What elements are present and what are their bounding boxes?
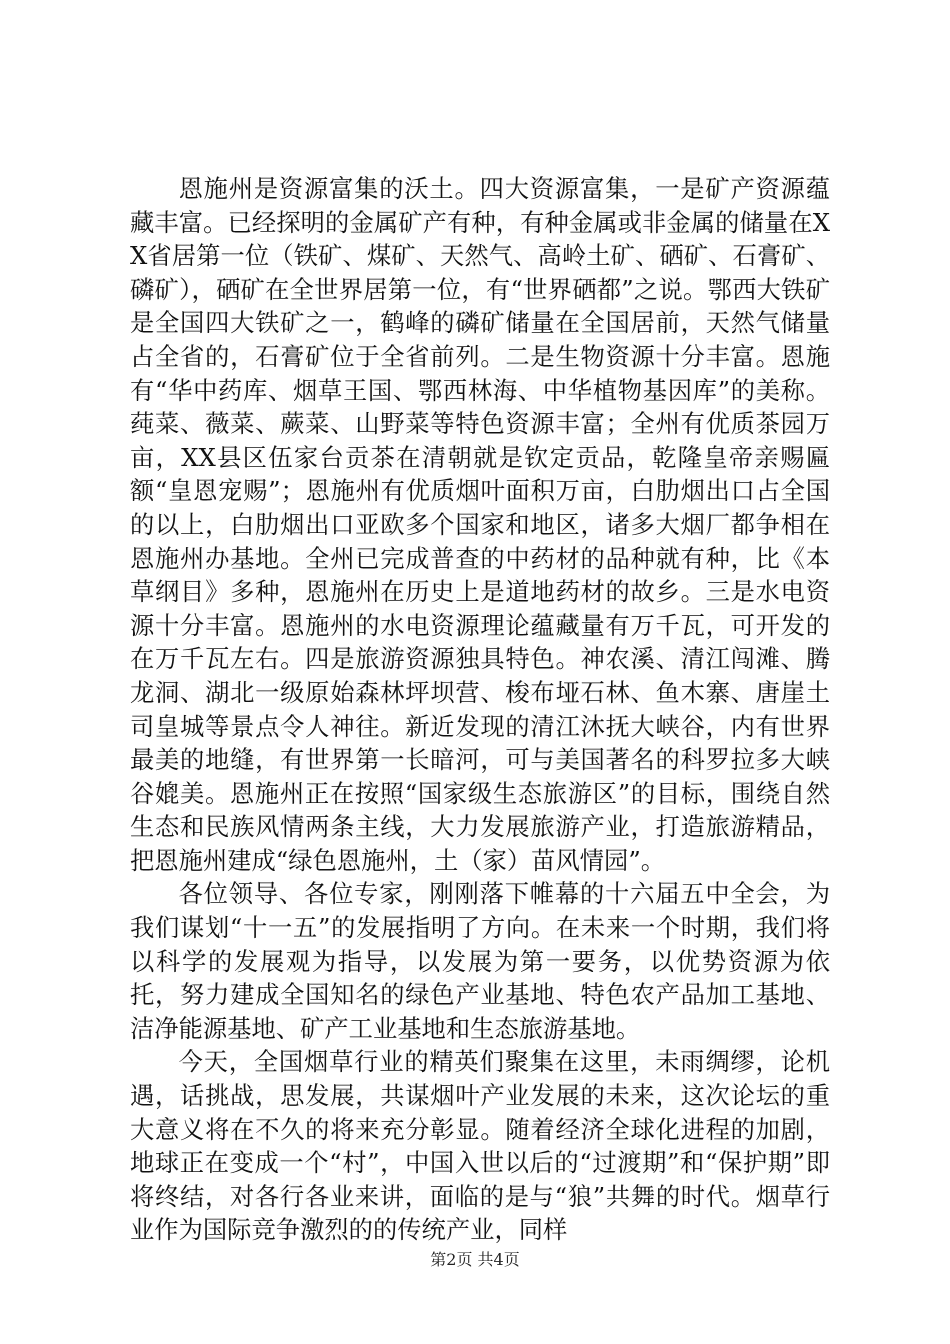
page-number-footer: 第2页 共4页 [430,1250,520,1269]
paragraph-development-plan: 各位领导、各位专家，刚刚落下帷幕的十六届五中全会，为我们谋划“十一五”的发展指明了方向。在未来一个时期，我们将以科学的发展观为指导，以发展为第一要务，以优势资源为依托，努力建成全国知名的绿色产业基地、特色农产品加工基地、洁净能源基地、矿产工业基地和生态旅游基地。 [130,879,830,1043]
paragraph-forum-significance: 今天，全国烟草行业的精英们聚集在这里，未雨绸缪，论机遇，话挑战，思发展，共谋烟叶产业发展的未来，这次论坛的重大意义将在不久的将来充分彰显。随着经济全球化进程的加剧，地球正在变成一个“村”，中国入世以后的“过渡期”和“保护期”即将终结，对各行各业来讲，面临的是与“狼”共舞的时代。烟草行业作为国际竞争激烈的的传统产业，同样 [130,1047,830,1245]
document-body [130,172,830,1247]
paragraph-resources: 恩施州是资源富集的沃土。四大资源富集，一是矿产资源蕴藏丰富。已经探明的金属矿产有种，有种金属或非金属的储量在XX省居第一位（铁矿、煤矿、天然气、高岭土矿、硒矿、石膏矿、磷矿），硒矿在全世界居第一位，有“世界硒都”之说。鄂西大铁矿是全国四大铁矿之一，鹤峰的磷矿储量在全国居前，天然气储量占全省的，石膏矿位于全省前列。二是生物资源十分丰富。恩施有“华中药库、烟草王国、鄂西林海、中华植物基因库”的美称。莼菜、薇菜、蕨菜、山野菜等特色资源丰富；全州有优质茶园万亩，XX县区伍家台贡茶在清朝就是钦定贡品，乾隆皇帝亲赐匾额“皇恩宠赐”；恩施州有优质烟叶面积万亩，白肋烟出口占全国的以上，白肋烟出口亚欧多个国家和地区，诸多大烟厂都争相在恩施州办基地。全州已完成普查的中药材的品种就有种，比《本草纲目》多种，恩施州在历史上是道地药材的故乡。三是水电资源十分丰富。恩施州的水电资源理论蕴藏量有万千瓦，可开发的在万千瓦左右。四是旅游资源独具特色。神农溪、清江闯滩、腾龙洞、湖北一级原始森林坪坝营、梭布垭石林、鱼木寨、唐崖土司皇城等景点令人神往。新近发现的清江沐抚大峡谷，内有世界最美的地缝，有世界第一长暗河，可与美国著名的科罗拉多大峡谷媲美。恩施州正在按照“国家级生态旅游区”的目标，围绕自然生态和民族风情两条主线，大力发展旅游产业，打造旅游精品，把恩施州建成“绿色恩施州，土（家）苗风情园”。 [130,174,830,875]
